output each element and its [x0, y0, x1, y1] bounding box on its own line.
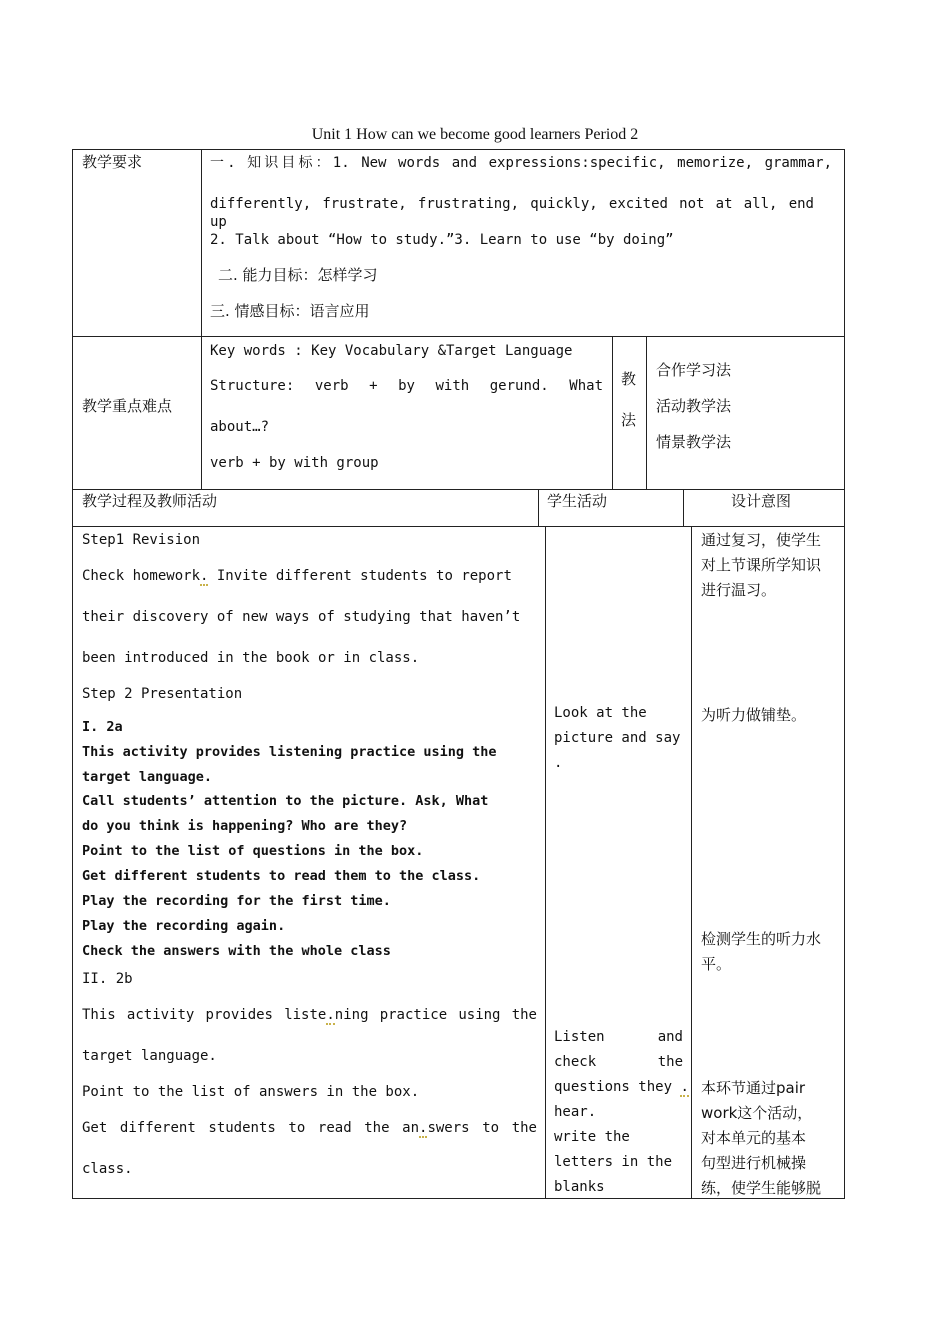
process-line: target language. — [82, 769, 213, 785]
table-divider — [201, 149, 202, 489]
intent-line: work这个活动， — [701, 1104, 813, 1122]
key-points-line-3: about…? — [210, 419, 270, 435]
key-points-line-2: Structure: verb + by with gerund. What — [210, 378, 603, 394]
process-line: Check the answers with the whole class — [82, 943, 391, 959]
document-title: Unit 1 How can we become good learners Period 2 — [311, 126, 639, 143]
table-divider — [683, 489, 684, 527]
intent-line: 为听力做铺垫。 — [701, 706, 807, 724]
intent-line: 本环节通过pair — [701, 1079, 806, 1097]
requirements-line-2: differently, frustrate, frustrating, quickly, excited not at all, end up — [210, 196, 814, 230]
header-student: 学生活动 — [547, 492, 608, 510]
process-line: do you think is happening? Who are they? — [82, 818, 408, 834]
process-line-text: Get different students to read the an — [82, 1120, 420, 1136]
process-line-text: This activity provides liste — [82, 1007, 327, 1023]
process-line — [82, 567, 512, 585]
requirements-line-5: 三. 情感目标：语言应用 — [210, 302, 370, 320]
key-points-label: 教学重点难点 — [82, 397, 173, 415]
intent-line: 练，使学生能够脱 — [701, 1179, 822, 1197]
requirements-label: 教学要求 — [82, 153, 143, 171]
method-item: 情景教学法 — [656, 433, 732, 451]
step1-heading: Step1 Revision — [82, 532, 201, 548]
key-points-line-4: verb + by with group — [210, 455, 379, 471]
header-intent: 设计意图 — [731, 492, 792, 510]
student-line: . — [554, 755, 563, 771]
process-line-text: ning practice using the — [334, 1007, 537, 1023]
student-line: letters in the — [554, 1154, 673, 1170]
student-line: picture and say — [554, 730, 681, 746]
requirements-line-1: 一. 知识目标：1. New words and expressions:specific, memorize, grammar, — [210, 155, 832, 171]
student-line-text: questions they — [554, 1079, 673, 1095]
process-line: target language. — [82, 1048, 217, 1064]
process-line-text: swers to the — [427, 1120, 537, 1136]
table-divider — [612, 336, 613, 489]
process-line: This activity provides listening practice using the — [82, 744, 497, 760]
table-divider — [646, 336, 647, 489]
requirements-line-3: 2. Talk about “How to study.”3. Learn to use “by doing” — [210, 232, 674, 248]
process-line-text: Invite different students to report — [208, 568, 512, 584]
student-line: write the — [554, 1129, 630, 1145]
student-line: Listen and — [554, 1029, 683, 1045]
process-line — [82, 1119, 537, 1137]
table-divider — [545, 526, 546, 1199]
table-divider — [538, 489, 539, 527]
mark-dot: . — [200, 568, 209, 584]
process-line: II. 2b — [82, 971, 133, 987]
process-line: Play the recording for the first time. — [82, 893, 391, 909]
intent-line: 对本单元的基本 — [701, 1129, 807, 1147]
process-line: Play the recording again. — [82, 918, 286, 934]
table-divider — [691, 526, 692, 1199]
process-line — [82, 1006, 537, 1024]
header-process: 教学过程及教师活动 — [82, 492, 218, 510]
intent-line: 对上节课所学知识 — [701, 556, 822, 574]
process-line: Call students’ attention to the picture. Ask, What — [82, 793, 489, 809]
student-line: blanks — [554, 1179, 605, 1195]
process-line: Point to the list of answers in the box. — [82, 1084, 420, 1100]
process-line: been introduced in the book or in class. — [82, 650, 420, 666]
intent-line: 检测学生的听力水 — [701, 930, 822, 948]
check-homework-text: Check homework — [82, 568, 201, 584]
key-points-line-1: Key words : Key Vocabulary &Target Language — [210, 343, 573, 359]
student-line: check the — [554, 1054, 683, 1070]
intent-line: 通过复习，使学生 — [701, 531, 822, 549]
requirements-line-4: 二. 能力目标：怎样学习 — [218, 266, 378, 284]
student-line — [554, 1078, 689, 1096]
method-label-2: 法 — [621, 411, 637, 429]
intent-line: 句型进行机械操 — [701, 1154, 807, 1172]
mark-dot: . — [680, 1079, 689, 1095]
method-label-1: 教 — [621, 370, 637, 388]
mark-dot: . — [326, 1007, 335, 1023]
process-line: I. 2a — [82, 719, 123, 735]
method-item: 活动教学法 — [656, 397, 732, 415]
intent-line: 平。 — [701, 955, 732, 973]
table-divider — [72, 336, 845, 337]
process-line: class. — [82, 1161, 133, 1177]
student-line: Look at the — [554, 705, 647, 721]
student-line: hear. — [554, 1104, 597, 1120]
process-line: their discovery of new ways of studying that haven’t — [82, 609, 521, 625]
intent-line: 进行温习。 — [701, 581, 777, 599]
process-line: Point to the list of questions in the box. — [82, 843, 424, 859]
process-line: Get different students to read them to the class. — [82, 868, 481, 884]
mark-dot: . — [419, 1120, 428, 1136]
method-item: 合作学习法 — [656, 361, 732, 379]
step2-heading: Step 2 Presentation — [82, 686, 243, 702]
